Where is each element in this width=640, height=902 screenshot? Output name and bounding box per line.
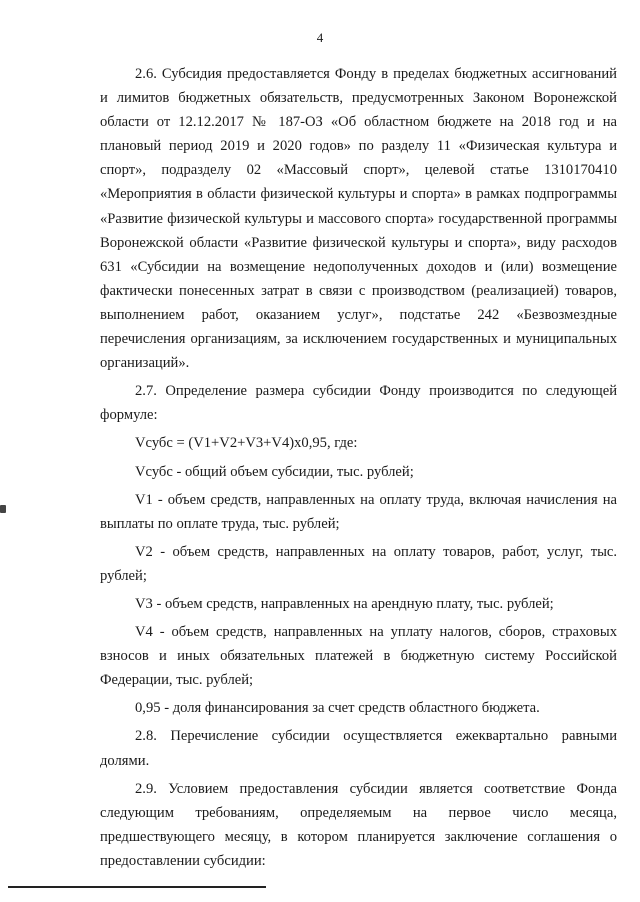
definition-v4: V4 - объем средств, направленных на уплату налогов, сборов, страховых взносов и иных обязательных платежей в бюджетную систему Российской Федерации, тыс. рублей;: [100, 624, 617, 689]
subsidy-formula: Vсубс = (V1+V2+V3+V4)х0,95, где:: [135, 435, 358, 452]
paragraph-2-6: 2.6. Субсидия предоставляется Фонду в пределах бюджетных ассигнований и лимитов бюджетных обязательств, предусмотренных Законом Воронежской области от 12.12.2017 № 187-ОЗ «Об областном бюджете на 2018 год и на плановый период 2019 и 2020 годов» по разделу 11 «Физическая культура и спорт», подразделу 02 «Массовый спорт», целевой статье 1310170410 «Мероприятия в области физической культуры и спорта» в рамках подпрограммы «Развитие физической культуры и массового спорта» государственной программы Воронежской области «Развитие физической культуры и спорта», виду расходов 631 «Субсидии на возмещение недополученных доходов и (или) возмещение фактически понесенных затрат в связи с производством (реализацией) товаров, выполнением работ, оказанием услуг», подстатье 242 «Безвозмездные перечисления организациям, за исключением государственных и муниципальных организаций».: [100, 66, 617, 372]
paragraph-2-9: 2.9. Условием предоставления субсидии является соответствие Фонда следующим требованиям, определяемым на первое число месяца, предшествующего месяцу, в котором планируется заключение соглашения о предоставлении субсидии:: [100, 780, 617, 869]
page-number: 4: [316, 30, 324, 45]
definition-v3: V3 - объем средств, направленных на арендную плату, тыс. рублей;: [135, 595, 554, 612]
footer-rule: [8, 886, 266, 888]
definition-v1: V1 - объем средств, направленных на оплату труда, включая начисления на выплаты по оплате труда, тыс. рублей;: [100, 491, 617, 532]
definition-v2: V2 - объем средств, направленных на оплату товаров, работ, услуг, тыс. рублей;: [100, 543, 617, 584]
scan-edge-mark: [0, 505, 6, 513]
definition-vsubs: Vсубс - общий объем субсидии, тыс. рублей;: [135, 463, 414, 480]
paragraph-2-8: 2.8. Перечисление субсидии осуществляется ежеквартально равными долями.: [100, 728, 617, 769]
document-body: [100, 62, 617, 877]
paragraph-2-7: 2.7. Определение размера субсидии Фонду производится по следующей формуле:: [100, 383, 617, 424]
definition-coefficient: 0,95 - доля финансирования за счет средств областного бюджета.: [135, 700, 540, 717]
